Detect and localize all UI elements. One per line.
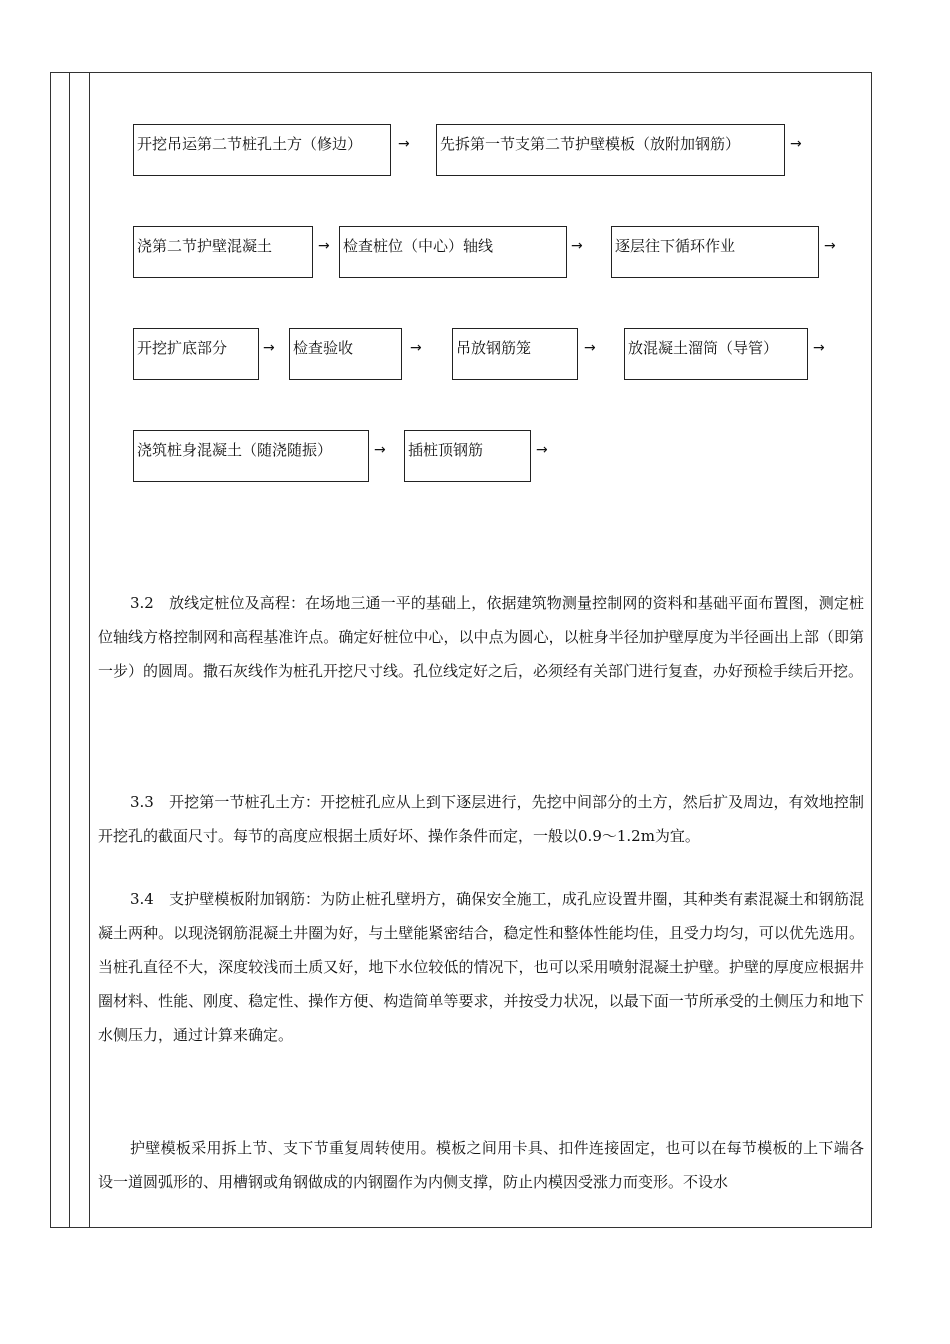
flow-step-4 [339, 226, 567, 278]
flow-step-label: 先拆第一节支第二节护壁模板（放附加钢筋） [440, 135, 741, 153]
flow-step-9 [624, 328, 808, 380]
flow-step-2 [436, 124, 785, 176]
flow-arrow: → [318, 238, 330, 254]
flow-step-10 [133, 430, 369, 482]
left-column-divider [69, 72, 70, 1228]
flow-step-label: 检查验收 [293, 339, 354, 357]
formwork-paragraph: 护壁模板采用拆上节、支下节重复周转使用。模板之间用卡具、扣件连接固定，也可以在每节模板的上下端各设一道圆弧形的、用槽钢或角钢做成的内钢圈作为内侧支撑，防止内模因受涨力而变形。不设水 [98, 1139, 864, 1191]
flow-step-label: 浇第二节护壁混凝土 [137, 237, 273, 255]
flow-arrow: → [813, 340, 825, 356]
flow-step-label: 检查桩位（中心）轴线 [343, 237, 494, 255]
flow-step-11 [404, 430, 531, 482]
flow-arrow: → [263, 340, 275, 356]
flow-arrow: → [824, 238, 836, 254]
flow-step-8 [452, 328, 578, 380]
flow-step-6 [133, 328, 259, 380]
flow-arrow: → [584, 340, 596, 356]
flow-arrow: → [571, 238, 583, 254]
section-3-3-paragraph: 3.3 开挖第一节桩孔土方：开挖桩孔应从上到下逐层进行，先挖中间部分的土方，然后扩及周边，有效地控制开挖孔的截面尺寸。每节的高度应根据土质好坏、操作条件而定，一般以0.9～1.2m为宜。 [98, 793, 864, 845]
section-3-4-paragraph: 3.4 支护壁模板附加钢筋：为防止桩孔壁坍方，确保安全施工，成孔应设置井圈，其种类有素混凝土和钢筋混凝土两种。以现浇钢筋混凝土井圈为好，与土壁能紧密结合，稳定性和整体性能均佳，且受力均匀，可以优先选用。当桩孔直径不大，深度较浅而土质又好，地下水位较低的情况下，也可以采用喷射混凝土护壁。护壁的厚度应根据井圈材料、性能、刚度、稳定性、操作方便、构造简单等要求，并按受力状况，以最下面一节所承受的土侧压力和地下水侧压力，通过计算来确定。 [98, 890, 864, 1044]
flow-step-7 [289, 328, 402, 380]
flow-step-label: 插桩顶钢筋 [408, 441, 484, 459]
flow-step-label: 浇筑桩身混凝土（随浇随振） [137, 441, 333, 459]
flow-arrow: → [536, 442, 548, 458]
flow-step-5 [611, 226, 819, 278]
flow-arrow: → [790, 136, 802, 152]
content-column-divider [89, 72, 90, 1228]
section-3-2-paragraph: 3.2 放线定桩位及高程：在场地三通一平的基础上，依据建筑物测量控制网的资料和基础平面布置图，测定桩位轴线方格控制网和高程基准许点。确定好桩位中心，以中点为圆心，以桩身半径加护壁厚度为半径画出上部（即第一步）的圆周。撒石灰线作为桩孔开挖尺寸线。孔位线定好之后，必须经有关部门进行复查，办好预检手续后开挖。 [98, 594, 864, 680]
flow-step-label: 逐层往下循环作业 [615, 237, 736, 255]
flow-step-label: 开挖吊运第二节桩孔土方（修边） [137, 135, 363, 153]
flow-step-1 [133, 124, 391, 176]
flow-step-label: 放混凝土溜筒（导管） [628, 339, 779, 357]
flow-arrow: → [398, 136, 410, 152]
flow-step-3 [133, 226, 313, 278]
flow-step-label: 吊放钢筋笼 [456, 339, 532, 357]
flow-step-label: 开挖扩底部分 [137, 339, 228, 357]
flow-arrow: → [410, 340, 422, 356]
flow-arrow: → [374, 442, 386, 458]
